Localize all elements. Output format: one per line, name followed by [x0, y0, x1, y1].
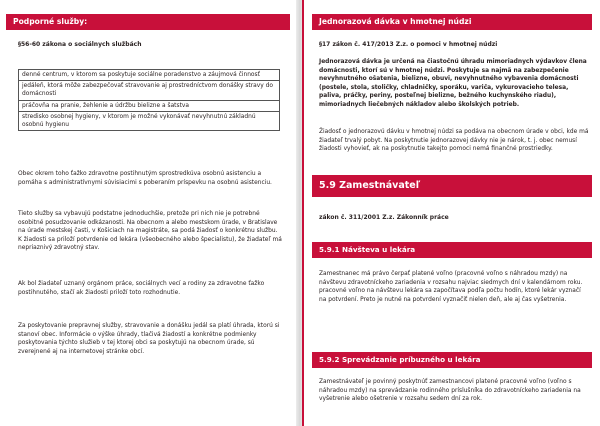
service-row-laundry: práčovňa na pranie, žehlenie a údržbu bielizne a šatstva [19, 101, 279, 112]
subsection-doctor-visit-text: Zamestnanec má právo čerpať platené voľno (pracovné voľno s náhradou mzdy) na návštevu zdravotníckeho zariadenia v rozsahu najviac siedmych dní v kalendárnom roku. pracovné voľno na návštevu lekára sa započítava podľa počtu hodín, ktoré lekár vyznačí na potvrdení. Preto je nutné na potvrdení vyznačiť nielen deň, ale aj čas vyšetrenia. [319, 271, 583, 303]
paragraph-disability-decision: Ak bol žiadateľ uznaný orgánom práce, sociálnych vecí a rodiny za zdravotne ťažko postihnutého, stačí ak žiadosti priloží toto rozhodnutie. [18, 281, 265, 296]
support-services-law: §56-60 zákona o sociálnych službách [18, 41, 142, 48]
services-table [18, 69, 280, 131]
paragraph-fees: Za poskytovanie prepravnej služby, stravovanie a donášku jedál sa platí úhrada, ktorú si stanoví obec. Informácie o výške úhrady, tlačivá žiadostí a konkrétne podmienky poskytovania týchto služieb v tej ktorej obci sa poskytujú na obecnom úrade, sú zverejnené aj na internetovej stránke obcí. [18, 323, 280, 355]
subsection-accompanying-relative-heading: 5.9.2 Sprevádzanie príbuzného u lekára [312, 352, 592, 368]
book-spine [296, 0, 304, 426]
subsection-doctor-visit-heading: 5.9.1 Návšteva u lekára [312, 242, 592, 258]
section-employer-law: zákon č. 311/2001 Z.z. Zákonník práce [319, 214, 449, 221]
section-employer-heading: 5.9 Zamestnávateľ [312, 175, 592, 197]
subsection-accompanying-relative-text: Zamestnávateľ je povinný poskytnúť zamestnancovi platené pracovné voľno (voľno s náhradou mzdy) na sprevádzanie rodinného príslušníka do zdravotníckeho zariadenia na vyšetrenie alebo ošetrenie v rozsahu sedem dní za rok. [319, 379, 581, 402]
right-page [304, 0, 600, 426]
service-row-canteen: jedáleň, ktorá môže zabezpečovať stravovanie aj prostredníctvom donášky stravy do domácnosti [19, 81, 279, 100]
one-time-benefit-description: Jednorazová dávka je určená na čiastočnú úhradu mimoriadnych výdavkov člena domácnosti, ktorí sú v hmotnej núdzi. Poskytuje sa najmä na zabezpečenie nevyhnutného ošatenia, bielizne, obuvi, nevyhnutného vybavenia domácnosti (postele, stola, stoličky, chladničky, sporáku, variča, vykurovacieho telesa, paliva, práčky, periny, posteľnej bielizne, bežného kuchynského riadu), mimoriadnych liečebných nákladov alebo školských potrieb. [319, 59, 587, 108]
paragraph-personal-assistance: Obec okrem toho ťažko zdravotne postihnutým sprostredkúva osobnú asistenciu a pomáha s administratívnymi súvisiacimi s poberaním príspevku na osobnú asistenciu. [18, 171, 272, 186]
service-row-hygiene: stredisko osobnej hygieny, v ktorom je možné vykonávať nevyhnutnú základnú osobnú hygienu [22, 113, 256, 129]
support-services-heading: Podporné služby: [6, 14, 290, 30]
one-time-benefit-heading: Jednorazová dávka v hmotnej núdzi [312, 14, 592, 30]
service-row-day-center: denné centrum, v ktorom sa poskytuje sociálne poradenstvo a záujmová činnosť [19, 70, 279, 81]
paragraph-application-process: Tieto služby sa vybavujú podstatne jednoduchšie, pretože pri nich nie je potrebné osobitné posudzovanie odkázanosti. Na obecnom a alebo mestskom úrade, v Bratislave na úrade mestskej časti, v Košiciach na magistráte, sa podá žiadosť o konkrétnu službu. K žiadosti sa priloží potvrdenie od lekára (všeobecného alebo špecialistu), že žiadateľ má nepriaznivý zdravotný stav. [18, 211, 282, 251]
left-page [0, 0, 296, 426]
one-time-benefit-application: Žiadosť o jednorazovú dávku v hmotnej núdzi sa podáva na obecnom úrade v obci, kde má žiadateľ trvalý pobyt. Na poskytnutie jednorazovej dávky nie je nárok, t. j. obec nemusí žiadosti vyhovieť, ak na poskytnutie takejto pomoci nemá finančné prostriedky. [319, 129, 589, 152]
one-time-benefit-law: §17 zákon č. 417/2013 Z.z. o pomoci v hmotnej núdzi [319, 41, 498, 48]
